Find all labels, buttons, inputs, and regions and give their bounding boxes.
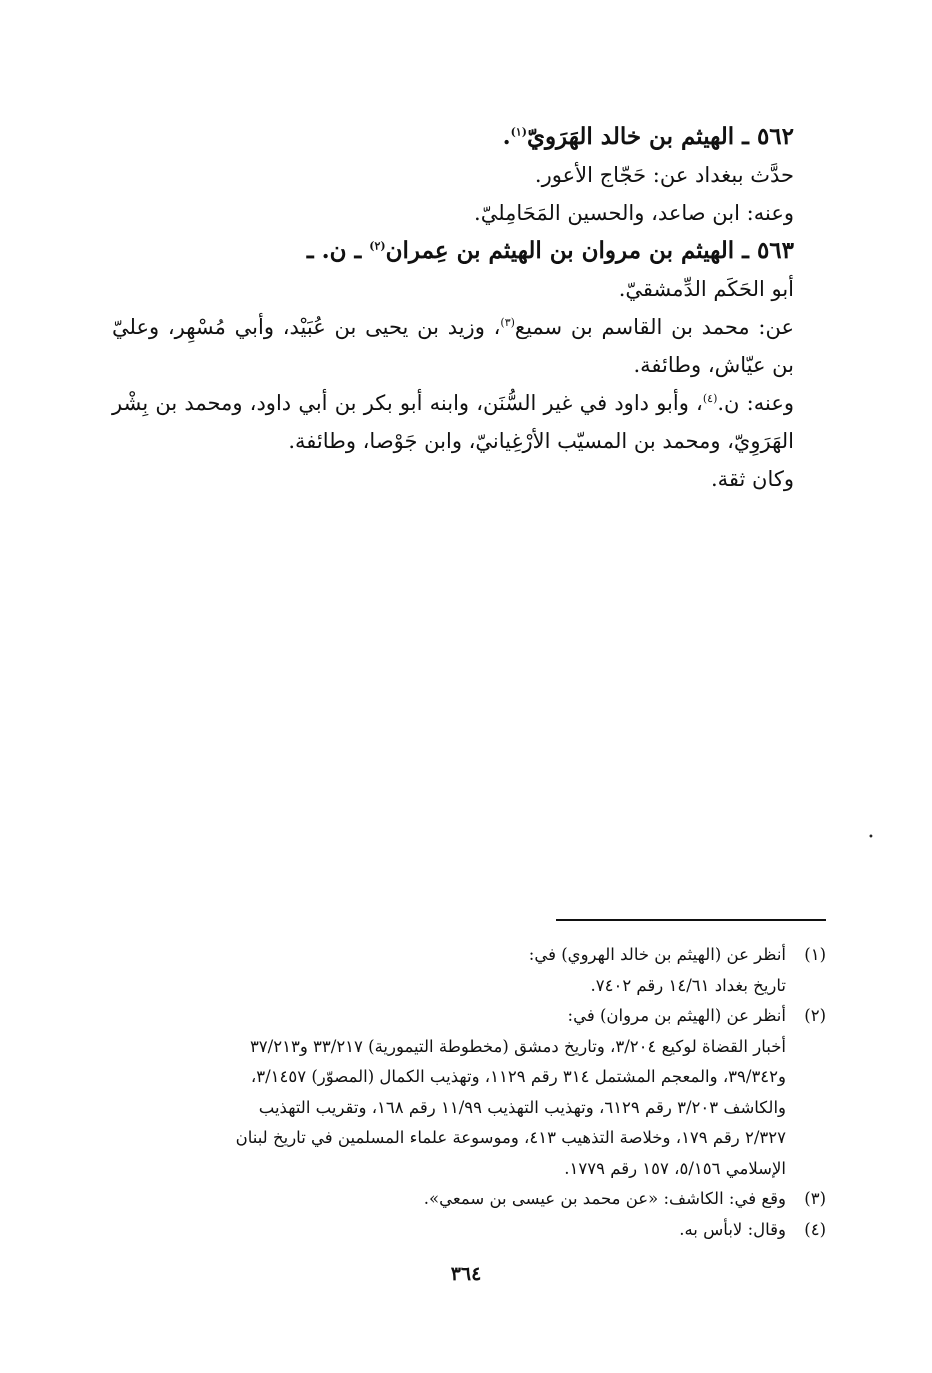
main-text — [112, 118, 820, 498]
entry-563-teachers: عن: محمد بن القاسم بن سميع$^{(٣)}$، وزيد بن يحيى بن عُبَيْد، وأبي مُسْهِر، وعليّ بن عيّاش، وطائفة. — [112, 315, 794, 377]
footnote-4 — [108, 1215, 826, 1246]
entry-563-kunya: أبو الحَكَم الدِّمشقيّ. — [618, 277, 794, 301]
footnote-number: (٢) — [804, 1006, 826, 1025]
footnote-1 — [108, 940, 826, 1001]
footnote-number: (١) — [804, 945, 826, 964]
footnote-body: وقع في: الكاشف: «عن محمد بن عيسى بن سمعي». — [423, 1189, 786, 1208]
page-number: ٣٦٤ — [450, 1263, 482, 1285]
entry-number: ٥٦٢ — [756, 123, 794, 150]
entry-562-students: وعنه: ابن صاعد، والحسين المَحَامِليّ. — [474, 201, 794, 225]
footnote-number: (٤) — [804, 1219, 826, 1239]
footnotes — [108, 940, 826, 1245]
footnote-ref: (٢) — [369, 239, 386, 253]
entry-name: الهيثم بن خالد الهَرَويّ — [526, 123, 735, 150]
entry-563-students: وعنه: ن.$^{(٤)}$، وأبو داود في غير السُّنَن، وابنه أبو بكر بن أبي داود، ومحمد بن بِشْر الهَرَوِيّ، ومحمد بن المسيّب الأرْغِيانيّ، وابن جَوْصا، وطائفة. — [112, 391, 794, 453]
entry-563-title: ٥٦٣ ـ الهيثم بن مروان بن الهيثم بن عِمران$^{(٢)}$ ـ ن. ـ — [306, 237, 794, 264]
entry-563-closing: وكان ثقة. — [710, 467, 794, 491]
footnote-body: وقال: لابأس به. — [679, 1219, 786, 1239]
footnote-number: (٣) — [804, 1189, 826, 1208]
footnote-2 — [108, 1001, 826, 1184]
entry-number: ٥٦٣ — [756, 237, 794, 264]
footnote-ref: (٣) — [500, 316, 515, 329]
footnote-body: أنظر عن (الهيثم بن مروان) في: أخبار القضاة لوكيع ٣/٢٠٤، وتاريخ دمشق (مخطوطة التيمورية) ٣٣/٢١٧ و٣٧/٢١٣ و٣٩/٣٤٢، والمعجم المشتمل ٣١٤ رقم ١١٢٩، وتهذيب الكمال (المصوّر) ٣/١٤٥٧، والكاشف ٣/٢٠٣ رقم ٦١٢٩، وتهذيب التهذيب ١١/٩٩ رقم ١٦٨، وتقريب التهذيب ٢/٣٢٧ رقم ١٧٩، وخلاصة التذهيب ٤١٣، وموسوعة علماء المسلمين في تاريخ لبنان الإسلامي ٥/١٥٦، ١٥٧ رقم ١٧٧٩. — [235, 1006, 786, 1178]
entry-name: الهيثم بن مروان بن الهيثم بن عِمران — [385, 237, 735, 264]
entry-562-title: ٥٦٢ ـ الهيثم بن خالد الهَرَويّ$^{(١)}$. — [502, 123, 794, 150]
footnote-body: أنظر عن (الهيثم بن خالد الهروي) في: تاريخ بغداد ١٤/٦١ رقم ٧٤٠٢. — [528, 945, 786, 995]
footnote-ref: (١) — [510, 125, 527, 139]
footnote-ref: (٤) — [702, 392, 718, 405]
entry-562-teachers: حدَّث ببغداد عن: حَجّاج الأعور. — [534, 163, 794, 187]
stray-mark: • — [868, 832, 874, 843]
footnote-divider — [556, 919, 826, 921]
footnote-3 — [108, 1184, 826, 1215]
